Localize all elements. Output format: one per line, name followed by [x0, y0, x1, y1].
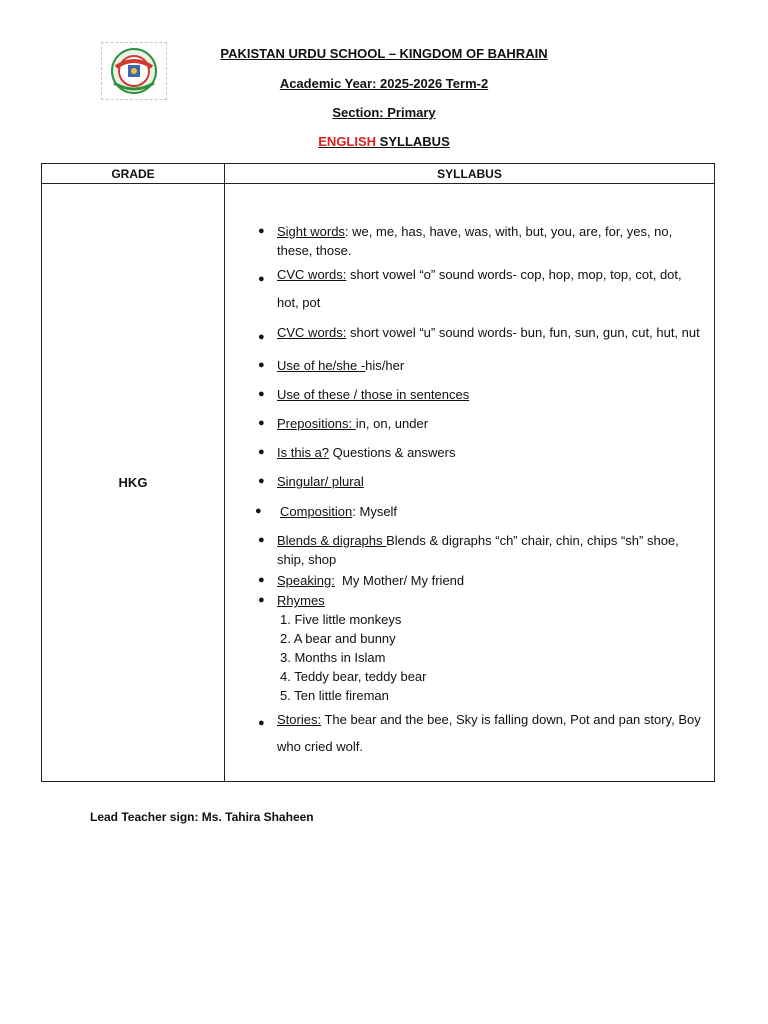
syllabus-column-header: SYLLABUS — [225, 164, 715, 184]
item-text: : Myself — [352, 504, 398, 519]
item-label: Is this a? — [277, 445, 330, 460]
syllabus-list — [225, 184, 714, 760]
item-label: Blends & digraphs — [277, 533, 387, 548]
rhyme-item: 1. Five little monkeys — [280, 612, 402, 627]
item-label: Rhymes — [277, 593, 325, 608]
list-item — [258, 414, 702, 433]
item-label: Use of he/she - — [277, 358, 366, 373]
rhymes-list — [277, 610, 702, 705]
item-text: Blends & digraphs “ch” chair, chin, chips “sh” shoe, ship, shop — [277, 533, 679, 567]
item-text: Questions & answers — [329, 445, 456, 460]
subject-english: ENGLISH — [318, 134, 377, 149]
list-item — [258, 222, 702, 260]
bullet-icon: ● — [258, 594, 265, 606]
bullet-icon: ● — [258, 446, 265, 458]
item-label: Speaking: — [277, 573, 335, 588]
item-label: Composition — [280, 504, 353, 519]
academic-year: Academic Year: 2025-2026 Term-2 — [279, 76, 489, 91]
item-text: My Mother/ My friend — [334, 573, 465, 588]
list-item — [258, 571, 702, 590]
subject-title — [0, 134, 768, 149]
list-item — [258, 706, 702, 760]
list-item — [258, 356, 702, 375]
bullet-icon: ● — [258, 225, 265, 237]
bullet-icon: ● — [258, 359, 265, 371]
item-text: in, on, under — [355, 416, 429, 431]
grade-column-header: GRADE — [42, 164, 225, 184]
bullet-icon: ● — [255, 505, 262, 517]
syllabus-table — [41, 163, 715, 782]
item-label: Prepositions: — [277, 416, 356, 431]
rhyme-item: 5. Ten little fireman — [280, 688, 389, 703]
list-item — [258, 261, 702, 317]
bullet-icon: ● — [258, 388, 265, 400]
item-text: The bear and the bee, Sky is falling down, Pot and pan story, Boy who cried wolf. — [277, 712, 701, 754]
rhyme-item: 4. Teddy bear, teddy bear — [280, 669, 427, 684]
list-item — [255, 502, 702, 521]
rhyme-item: 3. Months in Islam — [280, 650, 386, 665]
item-text: his/her — [365, 358, 405, 373]
bullet-icon: ● — [258, 534, 265, 546]
item-label: Stories: — [277, 712, 322, 727]
school-name: PAKISTAN URDU SCHOOL – KINGDOM OF BAHRAIN — [220, 46, 548, 61]
subject-syllabus: SYLLABUS — [376, 134, 450, 149]
item-label: CVC words: — [277, 325, 347, 340]
bullet-icon: ● — [258, 717, 265, 729]
item-text: short vowel “o” sound words- cop, hop, mop, top, cot, dot, hot, pot — [277, 267, 682, 310]
section-label: Section: Primary — [332, 105, 436, 120]
bullet-icon: ● — [258, 574, 265, 586]
rhyme-item: 2. A bear and bunny — [280, 631, 396, 646]
list-item — [258, 591, 702, 705]
list-item — [258, 385, 702, 404]
list-item — [258, 531, 702, 569]
bullet-icon: ● — [258, 331, 265, 343]
item-label: Sight words — [277, 224, 345, 239]
lead-teacher-sign: Lead Teacher sign: Ms. Tahira Shaheen — [90, 810, 314, 824]
bullet-icon: ● — [258, 475, 265, 487]
syllabus-cell — [225, 184, 715, 782]
bullet-icon: ● — [258, 273, 265, 285]
item-text: : we, me, has, have, was, with, but, you, are, for, yes, no, these, those. — [277, 224, 673, 258]
item-label: Singular/ plural — [277, 474, 364, 489]
list-item — [258, 319, 702, 347]
list-item — [258, 443, 702, 462]
list-item — [258, 472, 702, 491]
item-label: CVC words: — [277, 267, 347, 282]
grade-cell: HKG — [42, 184, 225, 782]
table-row — [42, 184, 715, 782]
table-header-row — [42, 164, 715, 184]
bullet-icon: ● — [258, 417, 265, 429]
item-label: Use of these / those in sentences — [277, 387, 470, 402]
item-text: short vowel “u” sound words- bun, fun, sun, gun, cut, hut, nut — [346, 325, 700, 340]
